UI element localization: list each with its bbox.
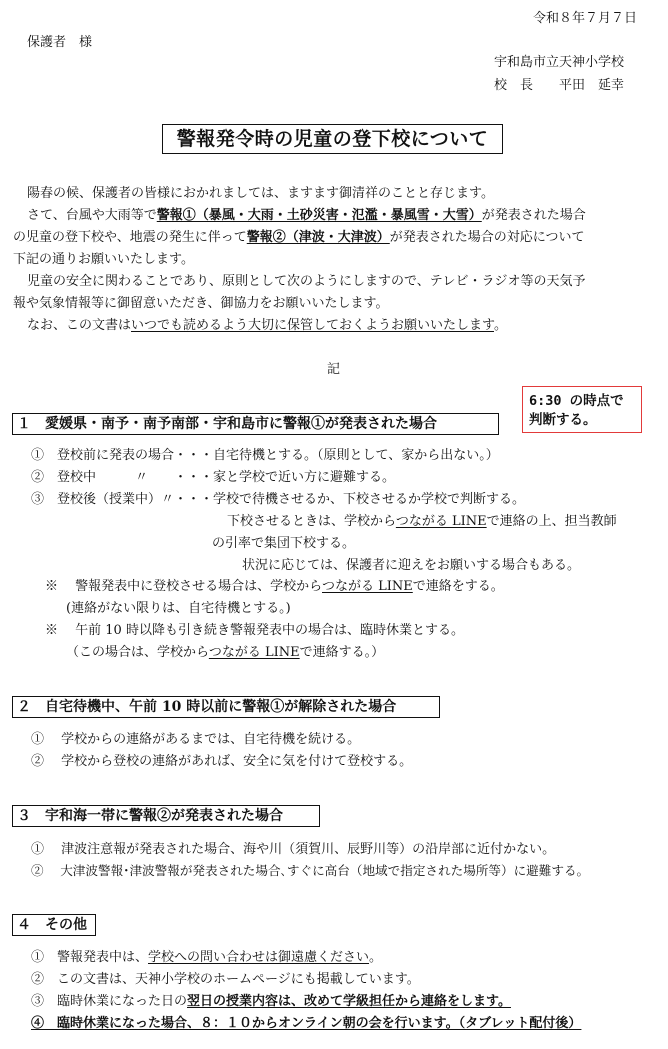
line-app-link: つながる LINE	[208, 645, 300, 660]
keep-document-underlined: いつでも読めるよう大切に保管しておくようお願いいたします	[131, 318, 494, 333]
note-line: 6:30 の時点で	[529, 393, 624, 409]
ki-mark: 記	[327, 362, 341, 377]
section1-note: ※ 午前 10 時以降も引き続き警報発表中の場合は、臨時休業とする。	[45, 623, 464, 638]
section1-heading: １ 愛媛県・南予・南予南部・宇和島市に警報①が発表された場合	[12, 413, 499, 435]
document-title: 警報発令時の児童の登下校について	[162, 124, 503, 154]
section1-item-cont: の引率で集団下校する。	[212, 536, 356, 551]
section1-item-cont: 状況に応じては、保護者に迎えをお願いする場合もある。	[242, 558, 581, 573]
section1-note-cont: (連絡がない限りは、自宅待機とする。)	[66, 601, 291, 616]
document-date: 令和８年７月７日	[532, 11, 637, 26]
section3-item: ② 大津波警報･津波警報が発表された場合､すぐに高台（地域で指定された場所等）に避難する。	[31, 863, 590, 878]
line-app-link: つながる LINE	[322, 579, 413, 594]
section1-item: ② 登校中 〃 ・・・家と学校で近い方に避難する。	[31, 470, 396, 485]
section1-note: ※ 警報発表中に登校させる場合は、学校からつながる LINEで連絡をする。	[45, 579, 504, 594]
intro-line: 報や気象情報等に御留意いただき、御協力をお願いいたします。	[13, 296, 389, 311]
intro-line: 児童の安全に関わることであり、原則として次のようにしますので、テレビ・ラジオ等の天気予	[27, 274, 586, 289]
section1-item: ③ 登校後（授業中）〃・・・学校で待機させるか、下校させるか学校で判断する。	[31, 492, 526, 507]
section4-item: ② この文書は、天神小学校のホームページにも掲載しています。	[31, 972, 420, 987]
intro-line: なお、この文書はいつでも読めるよう大切に保管しておくようお願いいたします。	[27, 318, 507, 333]
intro-line: の児童の登下校や、地震の発生に伴って警報②（津波・大津波）が発表された場合の対応について	[13, 230, 585, 245]
section4-item: ③ 臨時休業になった日の翌日の授業内容は、改めて学級担任から連絡をします。	[31, 994, 511, 1009]
section3-item: ① 津波注意報が発表された場合、海や川（須賀川、辰野川等）の沿岸部に近付かない。	[31, 842, 556, 857]
principal-name: 校 長 平田 延幸	[494, 78, 625, 93]
section4-item: ① 警報発表中は、学校への問い合わせは御遠慮ください。	[31, 950, 383, 965]
next-day-class-underlined: 翌日の授業内容は、改めて学級担任から連絡をします。	[187, 994, 511, 1009]
section4-item-online-meeting: ④ 臨時休業になった場合、８：１０からオンライン朝の会を行います。（タブレット配付後）	[31, 1016, 582, 1031]
section2-item: ② 学校から登校の連絡があれば、安全に気を付けて登校する。	[31, 754, 413, 769]
section1-item: ① 登校前に発表の場合・・・自宅待機とする。（原則として、家から出ない。）	[31, 448, 499, 463]
intro-line: さて、台風や大雨等で警報①（暴風・大雨・土砂災害・氾濫・暴風雪・大雪）が発表された場合	[27, 208, 586, 223]
school-name: 宇和島市立天神小学校	[494, 55, 625, 70]
intro-line: 陽春の候、保護者の皆様におかれましては、ますます御清祥のことと存じます。	[27, 186, 494, 201]
note-line: 判断する。	[529, 412, 597, 428]
no-inquiries-underlined: 学校への問い合わせは御遠慮ください	[148, 950, 370, 965]
warning1-underlined: 警報①（暴風・大雨・土砂災害・氾濫・暴風雪・大雪）	[156, 208, 482, 223]
judgment-time-note	[522, 386, 642, 433]
warning2-underlined: 警報②（津波・大津波）	[246, 230, 390, 245]
addressee: 保護者 様	[27, 35, 93, 50]
intro-line: 下記の通りお願いいたします。	[13, 252, 194, 267]
section1-item-cont: 下校させるときは、学校からつながる LINEで連絡の上、担当教師	[227, 514, 617, 529]
section4-heading: ４ その他	[12, 914, 96, 936]
section3-heading: ３ 宇和海一帯に警報②が発表された場合	[12, 805, 320, 827]
section1-note-cont: （この場合は、学校からつながる LINEで連絡する。）	[66, 645, 385, 660]
line-app-link: つながる LINE	[395, 514, 487, 529]
section2-heading: ２ 自宅待機中、午前 10 時以前に警報①が解除された場合	[12, 696, 440, 718]
section2-item: ① 学校からの連絡があるまでは、自宅待機を続ける。	[31, 732, 361, 747]
